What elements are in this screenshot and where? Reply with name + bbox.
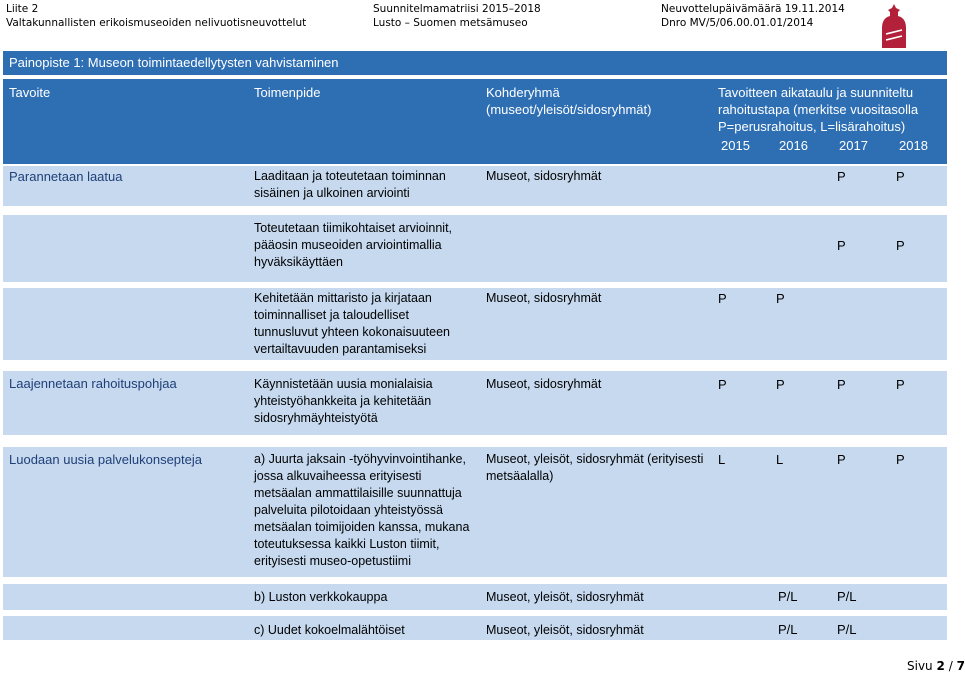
column-action: Toimenpide [254,85,321,100]
matrix-title: Suunnitelmamatriisi 2015–2018 [373,3,541,15]
row-action: Laaditaan ja toteutetaan toiminnan sisäinen ja ulkoinen arviointi [254,169,446,200]
row-target: Museot, sidosryhmät [486,169,602,183]
page-separator: / [948,659,953,673]
header-right [661,2,845,30]
document-series: Valtakunnallisten erikoismuseoiden nelivuotisneuvottelut [6,17,307,29]
page-prefix: Sivu [907,659,933,673]
page-total: 7 [956,659,965,673]
row-action: Kehitetään mittaristo ja kirjataan toiminnalliset ja taloudelliset tunnusluvut yhteen kokonaisuuteen vertailtavuuden parantamiseksi [254,291,450,356]
row-year-2015: P [718,291,727,306]
header-middle [373,2,541,30]
museum-name: Lusto – Suomen metsämuseo [373,17,528,29]
row-target: Museot, yleisöt, sidosryhmät [486,590,644,604]
row-action: c) Uudet kokoelmalähtöiset [254,623,405,637]
row-target: Museot, yleisöt, sidosryhmät [486,623,644,637]
year-2017: 2017 [839,138,868,153]
row-year-2016: P [776,291,785,306]
year-2015: 2015 [721,138,750,153]
row-target: Museot, sidosryhmät [486,291,602,305]
row-year-2016: L [776,452,784,467]
page-number [907,659,965,673]
row-action: Toteutetaan tiimikohtaiset arvioinnit, pääosin museoiden arviointimallia hyväksikäyttäen [254,221,453,269]
row-year-2018: P [896,377,905,392]
row-year-2017: P [837,169,846,184]
row-year-2018: P [896,169,905,184]
row-year-2015: P [718,377,727,392]
row-goal: Laajennetaan rahoituspohjaa [9,376,177,391]
column-header-row [3,79,947,164]
header-left [6,2,306,30]
row-year-2017: P [837,377,846,392]
page-current: 2 [936,659,945,673]
column-goal: Tavoite [9,85,51,100]
attachment-label: Liite 2 [6,3,39,15]
record-number: Dnro MV/5/06.00.01.01/2014 [661,17,814,29]
row-year-2017: P/L [778,589,798,604]
row-year-2018: P/L [837,589,857,604]
year-2018: 2018 [899,138,928,153]
row-target: Museot, sidosryhmät [486,377,602,391]
row-year-2017: P/L [778,622,798,637]
row-action: b) Luston verkkokauppa [254,590,388,604]
column-schedule: Tavoitteen aikataulu ja suunniteltu rahoitustapa (merkitse vuositasolla P=perusrahoitus, L=lisärahoitus) [718,85,919,134]
row-action: Käynnistetään uusia monialaisia yhteistyöhankkeita ja kehitetään sidosryhmäyhteistyötä [254,377,433,425]
priority-banner: Painopiste 1: Museon toimintaedellytysten vahvistaminen [3,51,947,75]
row-goal: Parannetaan laatua [9,169,123,184]
ministry-logo-icon [868,4,920,48]
row-action: a) Juurta jaksain -työhyvinvointihanke, jossa alkuvaiheessa erityisesti metsäalan ammattilaisille suunnattuja palveluita pilotoidaan yhteistyössä metsäalan toimijoiden kanssa, mukana toteutuksessa kaikki Luston tiimit, erityisesti museo-opetustiimi [254,452,470,568]
row-year-2016: P [776,377,785,392]
year-2016: 2016 [779,138,808,153]
row-year-2018: P [896,452,905,467]
column-target: Kohderyhmä (museot/yleisöt/sidosryhmät) [486,85,652,117]
negotiation-date: Neuvottelupäivämäärä 19.11.2014 [661,3,845,15]
row-target: Museot, yleisöt, sidosryhmät (erityisesti metsäalalla) [486,452,704,483]
row-year-2017: P [837,238,846,253]
row-year-2018: P [896,238,905,253]
row-year-2017: P [837,452,846,467]
row-year-2018: P/L [837,622,857,637]
row-year-2015: L [718,452,726,467]
row-goal: Luodaan uusia palvelukonsepteja [9,452,202,467]
